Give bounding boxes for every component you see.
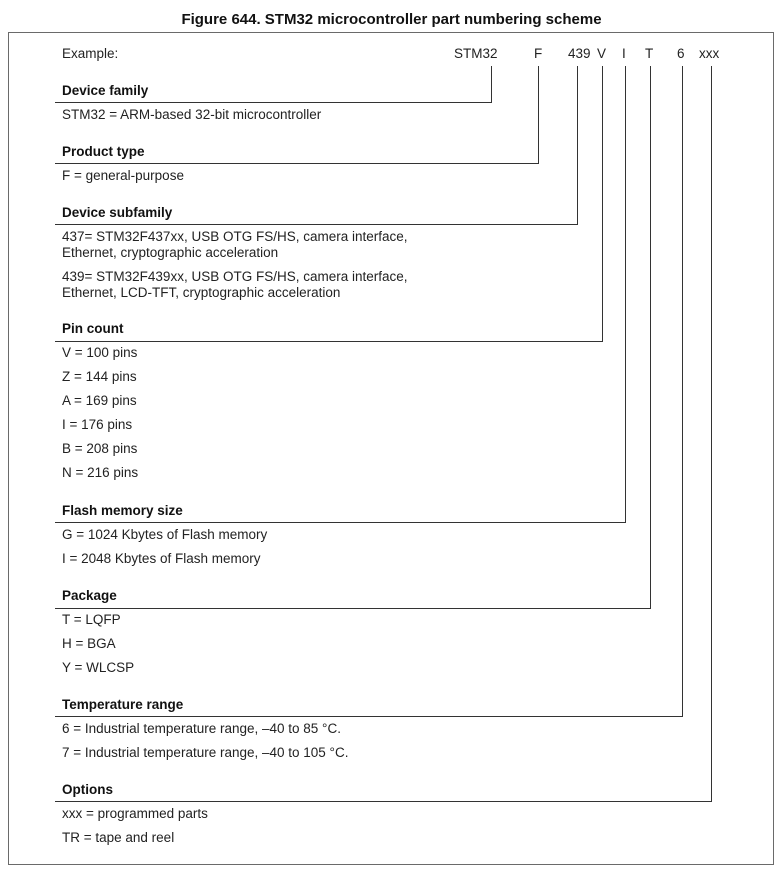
section-header-temperature-range: Temperature range	[62, 697, 184, 712]
list-item: TR = tape and reel	[62, 830, 175, 845]
underline-options	[55, 801, 712, 802]
section-header-flash-memory-size: Flash memory size	[62, 503, 183, 518]
underline-product-type	[55, 163, 539, 164]
connector-f	[538, 66, 539, 164]
list-item: Ethernet, LCD-TFT, cryptographic acceleration	[62, 285, 341, 300]
section-header-product-type: Product type	[62, 144, 145, 159]
connector-t	[650, 66, 651, 609]
underline-flash-memory-size	[55, 522, 626, 523]
list-item: 6 = Industrial temperature range, –40 to 85 °C.	[62, 721, 341, 736]
connector-6	[682, 66, 683, 717]
list-item: xxx = programmed parts	[62, 806, 208, 821]
example-label: Example:	[62, 46, 119, 61]
list-item: V = 100 pins	[62, 345, 138, 360]
connector-v	[602, 66, 603, 342]
connector-i	[625, 66, 626, 523]
list-item: T = LQFP	[62, 612, 121, 627]
code-stm32: STM32	[454, 46, 498, 61]
list-item: 437= STM32F437xx, USB OTG FS/HS, camera interface,	[62, 229, 408, 244]
list-item: Y = WLCSP	[62, 660, 135, 675]
code-439: 439	[568, 46, 591, 61]
connector-stm32	[491, 66, 492, 103]
connector-xxx	[711, 66, 712, 802]
code-f: F	[534, 46, 543, 61]
figure-title: Figure 644. STM32 microcontroller part numbering scheme	[181, 11, 602, 28]
list-item: 7 = Industrial temperature range, –40 to 105 °C.	[62, 745, 349, 760]
underline-package	[55, 608, 651, 609]
list-item: B = 208 pins	[62, 441, 138, 456]
underline-pin-count	[55, 341, 603, 342]
connector-439	[577, 66, 578, 225]
list-item: 439= STM32F439xx, USB OTG FS/HS, camera interface,	[62, 269, 408, 284]
list-item: G = 1024 Kbytes of Flash memory	[62, 527, 268, 542]
code-6: 6	[677, 46, 685, 61]
list-item: N = 216 pins	[62, 465, 139, 480]
code-v: V	[597, 46, 607, 61]
code-xxx: xxx	[699, 46, 720, 61]
code-i: I	[622, 46, 626, 61]
list-item: A = 169 pins	[62, 393, 137, 408]
underline-device-subfamily	[55, 224, 578, 225]
list-item: F = general-purpose	[62, 168, 184, 183]
section-header-options: Options	[62, 782, 113, 797]
section-header-device-subfamily: Device subfamily	[62, 205, 173, 220]
list-item: I = 2048 Kbytes of Flash memory	[62, 551, 261, 566]
section-header-device-family: Device family	[62, 83, 149, 98]
section-header-pin-count: Pin count	[62, 321, 124, 336]
section-header-package: Package	[62, 588, 117, 603]
list-item: Ethernet, cryptographic acceleration	[62, 245, 279, 260]
code-t: T	[645, 46, 654, 61]
underline-device-family	[55, 102, 492, 103]
list-item: I = 176 pins	[62, 417, 133, 432]
list-item: Z = 144 pins	[62, 369, 137, 384]
list-item: STM32 = ARM-based 32-bit microcontroller	[62, 107, 322, 122]
underline-temperature-range	[55, 716, 683, 717]
list-item: H = BGA	[62, 636, 116, 651]
